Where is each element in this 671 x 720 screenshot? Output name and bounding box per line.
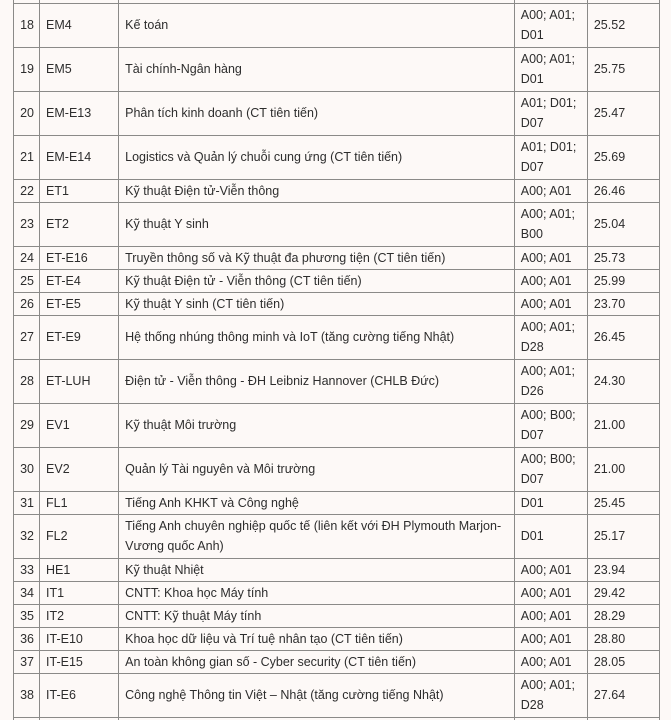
program-code-cell: IT-E15	[40, 650, 119, 673]
subject-combination-cell	[514, 202, 587, 246]
row-number-cell: 29	[14, 403, 40, 447]
row-number-cell: 20	[14, 91, 40, 135]
combo-line: A00; A01;	[520, 52, 575, 66]
benchmark-score-cell: 25.04	[587, 202, 659, 246]
combo-line: A00; A01;	[520, 8, 575, 22]
program-name-cell: An toàn không gian số - Cyber security (CT tiên tiến)	[119, 650, 515, 673]
row-number-cell: 33	[14, 558, 40, 581]
combo-line: A00; A01	[520, 562, 572, 577]
program-name-cell: Khoa học dữ liệu và Trí tuệ nhân tạo (CT tiên tiến)	[119, 627, 515, 650]
row-number-cell: 36	[14, 627, 40, 650]
program-name-cell: Logistics và Quản lý chuỗi cung ứng (CT tiên tiến)	[119, 135, 515, 179]
benchmark-score-cell: 28.80	[587, 627, 659, 650]
table-row	[14, 135, 660, 179]
row-number-cell: 21	[14, 135, 40, 179]
program-code-cell: IT-E10	[40, 627, 119, 650]
table-row	[14, 292, 660, 315]
benchmark-score-cell: 23.94	[587, 558, 659, 581]
row-number-cell: 27	[14, 315, 40, 359]
benchmark-score-cell: 25.17	[587, 514, 659, 558]
program-code-cell: EM-E14	[40, 135, 119, 179]
benchmark-score-cell: 27.64	[587, 673, 659, 717]
program-code-cell: HE1	[40, 558, 119, 581]
benchmark-score-cell: 25.47	[587, 91, 659, 135]
table-row	[14, 558, 660, 581]
combo-line: D01	[520, 72, 544, 86]
combo-line: A00; A01	[520, 608, 572, 623]
combo-line: A00; A01	[520, 296, 572, 311]
benchmark-score-cell: 28.29	[587, 604, 659, 627]
program-code-cell: FL1	[40, 491, 119, 514]
program-code-cell: IT1	[40, 581, 119, 604]
program-code-cell: ET-E4	[40, 269, 119, 292]
program-code-cell: ET-LUH	[40, 359, 119, 403]
program-name-cell: Kỹ thuật Nhiệt	[119, 558, 515, 581]
program-name-cell: Điện tử - Viễn thông - ĐH Leibniz Hannover (CHLB Đức)	[119, 359, 515, 403]
subject-combination-cell	[514, 604, 587, 627]
subject-combination-cell	[514, 269, 587, 292]
benchmark-score-cell: 25.99	[587, 269, 659, 292]
subject-combination-cell	[514, 627, 587, 650]
subject-combination-cell	[514, 558, 587, 581]
combo-line: D07	[520, 472, 544, 486]
combo-line: A00; A01;	[520, 678, 575, 692]
program-name-cell: Kế toán	[119, 3, 515, 47]
program-name-cell: Công nghệ Thông tin Việt – Nhật (tăng cường tiếng Nhật)	[119, 673, 515, 717]
program-name-cell: Tiếng Anh KHKT và Công nghệ	[119, 491, 515, 514]
row-number-cell: 23	[14, 202, 40, 246]
program-code-cell: EV1	[40, 403, 119, 447]
combo-line: D07	[520, 428, 544, 442]
combo-line: D07	[520, 116, 544, 130]
table-row	[14, 514, 660, 558]
table-row	[14, 627, 660, 650]
row-number-cell: 38	[14, 673, 40, 717]
row-number-cell: 28	[14, 359, 40, 403]
benchmark-score-cell: 23.70	[587, 292, 659, 315]
program-code-cell: ET1	[40, 179, 119, 202]
program-code-cell: EM-E13	[40, 91, 119, 135]
combo-line: A00; A01	[520, 250, 572, 265]
subject-combination-cell	[514, 135, 587, 179]
combo-line: D26	[520, 384, 544, 398]
subject-combination-cell	[514, 650, 587, 673]
combo-line: A00; A01	[520, 273, 572, 288]
combo-line: A01; D01;	[520, 96, 577, 110]
benchmark-score-cell: 21.00	[587, 447, 659, 491]
row-number-cell: 30	[14, 447, 40, 491]
combo-line: A00; A01	[520, 183, 572, 198]
program-code-cell: IT-E6	[40, 673, 119, 717]
row-number-cell: 19	[14, 47, 40, 91]
table-row	[14, 359, 660, 403]
subject-combination-cell	[514, 91, 587, 135]
row-number-cell: 34	[14, 581, 40, 604]
combo-line: A01; D01;	[520, 140, 577, 154]
row-number-cell: 18	[14, 3, 40, 47]
row-number-cell: 25	[14, 269, 40, 292]
subject-combination-cell	[514, 315, 587, 359]
admission-scores-table-wrap	[13, 0, 661, 720]
benchmark-score-cell: 25.69	[587, 135, 659, 179]
program-name-cell: CNTT: Khoa học Máy tính	[119, 581, 515, 604]
benchmark-score-cell: 28.05	[587, 650, 659, 673]
row-number-cell: 22	[14, 179, 40, 202]
benchmark-score-cell: 26.45	[587, 315, 659, 359]
table-row	[14, 3, 660, 47]
table-row	[14, 447, 660, 491]
program-name-cell: CNTT: Kỹ thuật Máy tính	[119, 604, 515, 627]
row-number-cell: 37	[14, 650, 40, 673]
combo-line: A00; A01	[520, 585, 572, 600]
subject-combination-cell	[514, 447, 587, 491]
program-name-cell: Kỹ thuật Y sinh (CT tiên tiến)	[119, 292, 515, 315]
subject-combination-cell	[514, 581, 587, 604]
combo-line: D01	[520, 28, 544, 42]
program-name-cell: Kỹ thuật Y sinh	[119, 202, 515, 246]
program-name-cell: Truyền thông số và Kỹ thuật đa phương tiện (CT tiên tiến)	[119, 246, 515, 269]
combo-line: D07	[520, 160, 544, 174]
admission-scores-table	[13, 0, 660, 720]
program-name-cell: Quản lý Tài nguyên và Môi trường	[119, 447, 515, 491]
benchmark-score-cell: 26.46	[587, 179, 659, 202]
table-row	[14, 91, 660, 135]
benchmark-score-cell: 25.45	[587, 491, 659, 514]
benchmark-score-cell: 29.42	[587, 581, 659, 604]
program-code-cell: ET-E9	[40, 315, 119, 359]
program-name-cell: Phân tích kinh doanh (CT tiên tiến)	[119, 91, 515, 135]
subject-combination-cell	[514, 47, 587, 91]
table-body	[14, 0, 660, 720]
subject-combination-cell	[514, 673, 587, 717]
table-row	[14, 269, 660, 292]
subject-combination-cell	[514, 3, 587, 47]
combo-line: D01	[520, 529, 544, 543]
subject-combination-cell	[514, 359, 587, 403]
combo-line: A00; A01	[520, 631, 572, 646]
program-code-cell: IT2	[40, 604, 119, 627]
combo-line: D28	[520, 698, 544, 712]
program-code-cell: FL2	[40, 514, 119, 558]
combo-line: A00; A01	[520, 654, 572, 669]
table-row	[14, 673, 660, 717]
subject-combination-cell	[514, 403, 587, 447]
benchmark-score-cell: 24.30	[587, 359, 659, 403]
row-number-cell: 35	[14, 604, 40, 627]
table-row	[14, 47, 660, 91]
program-name-cell: Tiếng Anh chuyên nghiệp quốc tế (liên kết với ĐH Plymouth Marjon- Vương quốc Anh)	[119, 514, 515, 558]
combo-line: D28	[520, 340, 544, 354]
table-row	[14, 604, 660, 627]
combo-line: D01	[520, 495, 544, 510]
program-code-cell: ET-E16	[40, 246, 119, 269]
table-row	[14, 315, 660, 359]
program-code-cell: EM5	[40, 47, 119, 91]
table-row	[14, 202, 660, 246]
program-code-cell: ET2	[40, 202, 119, 246]
subject-combination-cell	[514, 491, 587, 514]
table-row	[14, 179, 660, 202]
table-row	[14, 246, 660, 269]
program-name-cell: Kỹ thuật Điện tử - Viễn thông (CT tiên tiến)	[119, 269, 515, 292]
combo-line: A00; B00;	[520, 452, 576, 466]
combo-line: A00; A01;	[520, 364, 575, 378]
subject-combination-cell	[514, 514, 587, 558]
benchmark-score-cell: 21.00	[587, 403, 659, 447]
table-row	[14, 403, 660, 447]
program-name-cell: Kỹ thuật Điện tử-Viễn thông	[119, 179, 515, 202]
benchmark-score-cell: 25.75	[587, 47, 659, 91]
program-code-cell: EV2	[40, 447, 119, 491]
program-name-cell: Hệ thống nhúng thông minh và IoT (tăng cường tiếng Nhật)	[119, 315, 515, 359]
table-row	[14, 491, 660, 514]
row-number-cell: 26	[14, 292, 40, 315]
table-row	[14, 581, 660, 604]
row-number-cell: 31	[14, 491, 40, 514]
combo-line: B00	[520, 227, 543, 241]
program-code-cell: EM4	[40, 3, 119, 47]
program-name-cell: Tài chính-Ngân hàng	[119, 47, 515, 91]
benchmark-score-cell: 25.73	[587, 246, 659, 269]
subject-combination-cell	[514, 292, 587, 315]
row-number-cell: 32	[14, 514, 40, 558]
combo-line: A00; A01;	[520, 207, 575, 221]
program-name-cell: Kỹ thuật Môi trường	[119, 403, 515, 447]
subject-combination-cell	[514, 179, 587, 202]
subject-combination-cell	[514, 246, 587, 269]
combo-line: A00; B00;	[520, 408, 576, 422]
row-number-cell: 24	[14, 246, 40, 269]
table-row	[14, 650, 660, 673]
combo-line: A00; A01;	[520, 320, 575, 334]
program-code-cell: ET-E5	[40, 292, 119, 315]
benchmark-score-cell: 25.52	[587, 3, 659, 47]
